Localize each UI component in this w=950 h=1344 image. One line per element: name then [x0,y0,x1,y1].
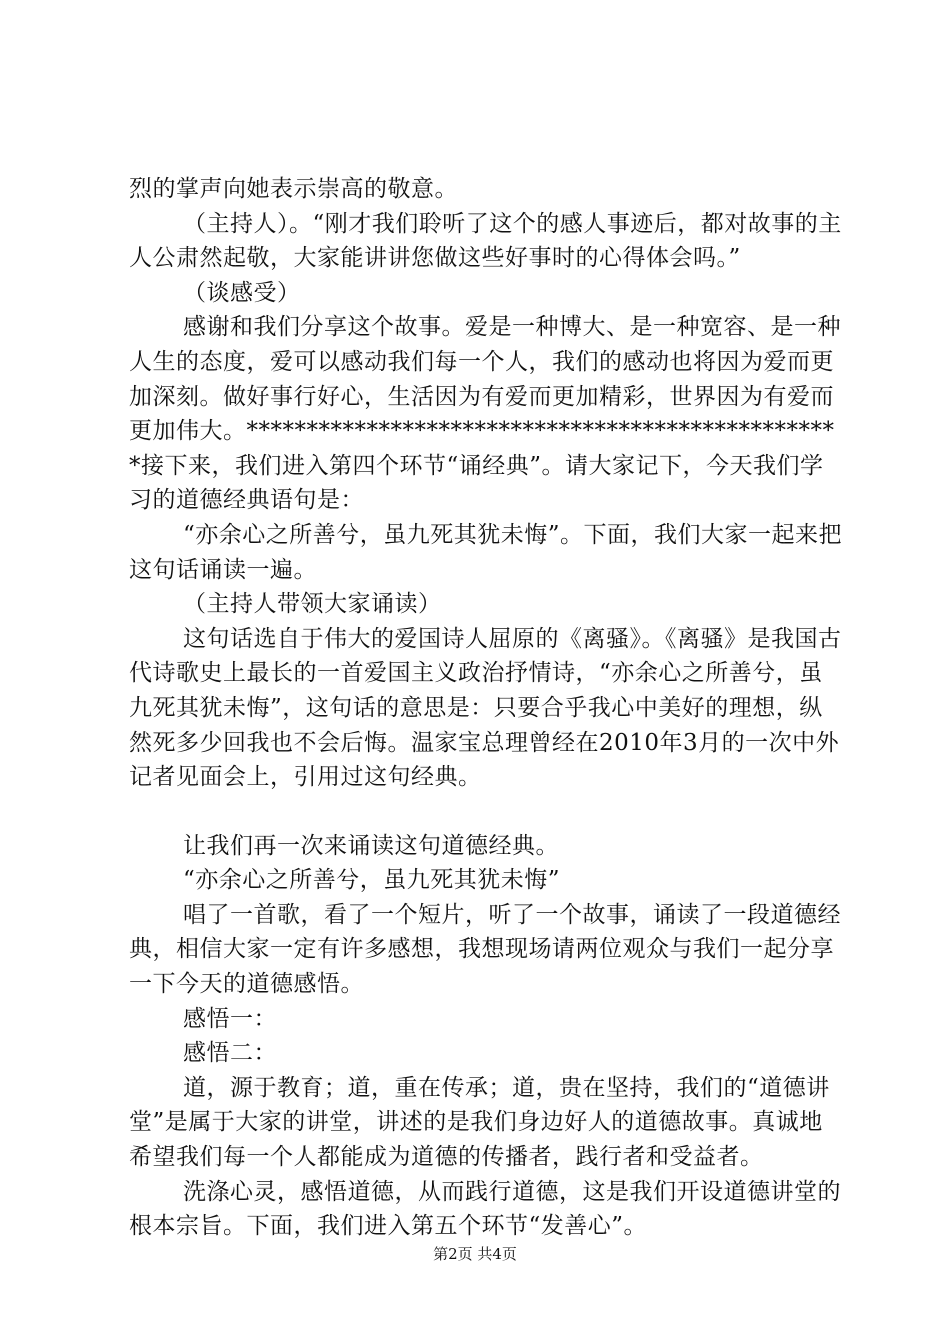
paragraph-host-question: （主持人）。“刚才我们聆听了这个的感人事迹后，都对故事的主人公肃然起敬，大家能讲讲您做这些好事时的心得体会吗。” [129,210,842,272]
paragraph-recite-again: 让我们再一次来诵读这句道德经典。 [183,832,559,859]
paragraph-insight-one: 感悟一： [183,1005,277,1032]
document-body [129,172,845,1244]
paragraph-stage-note-feelings: （谈感受） [183,279,301,306]
paragraph-purpose: 洗涤心灵，感悟道德，从而践行道德，这是我们开设道德讲堂的根本宗旨。下面，我们进入第五个环节“发善心”。 [129,1178,841,1240]
paragraph-stage-note-recite: （主持人带领大家诵读） [183,591,442,618]
paragraph-thanks-love: 感谢和我们分享这个故事。爱是一种博大、是一种宽容、是一种人生的态度，爱可以感动我们每一个人，我们的感动也将因为爱而更加深刻。做好事行好心，生活因为有爱而更加精彩，世界因为有爱而更加伟大。**************************************************接下来，我们进入第四个环节“诵经典”。请大家记下，今天我们学习的道德经典语句是： [129,314,841,514]
paragraph-summary: 唱了一首歌，看了一个短片，听了一个故事，诵读了一段道德经典，相信大家一定有许多感想，我想现场请两位观众与我们一起分享一下今天的道德感悟。 [129,901,841,998]
paragraph-classic-quote-intro: “亦余心之所善兮，虽九死其犹未悔”。下面，我们大家一起来把这句话诵读一遍。 [129,521,843,583]
paragraph-continuation: 烈的掌声向她表示崇高的敬意。 [129,176,458,202]
paragraph-insight-two: 感悟二： [183,1040,277,1067]
page-footer [0,1243,950,1264]
paragraph-lisao-explanation: 这句话选自于伟大的爱国诗人屈原的《离骚》。《离骚》是我国古代诗歌史上最长的一首爱国主义政治抒情诗，“亦余心之所善兮，虽九死其犹未悔”，这句话的意思是：只要合乎我心中美好的理想，纵然死多少回我也不会后悔。温家宝总理曾经在2010年3月的一次中外记者见面会上，引用过这句经典。 [129,625,842,791]
page-number-label: 第2页 共4页 [433,1245,517,1263]
paragraph-dao-education: 道，源于教育；道，重在传承；道，贵在坚持，我们的“道德讲堂”是属于大家的讲堂，讲述的是我们身边好人的道德故事。真诚地希望我们每一个人都能成为道德的传播者，践行者和受益者。 [129,1074,830,1171]
paragraph-classic-quote: “亦余心之所善兮，虽九死其犹未悔” [183,867,561,894]
